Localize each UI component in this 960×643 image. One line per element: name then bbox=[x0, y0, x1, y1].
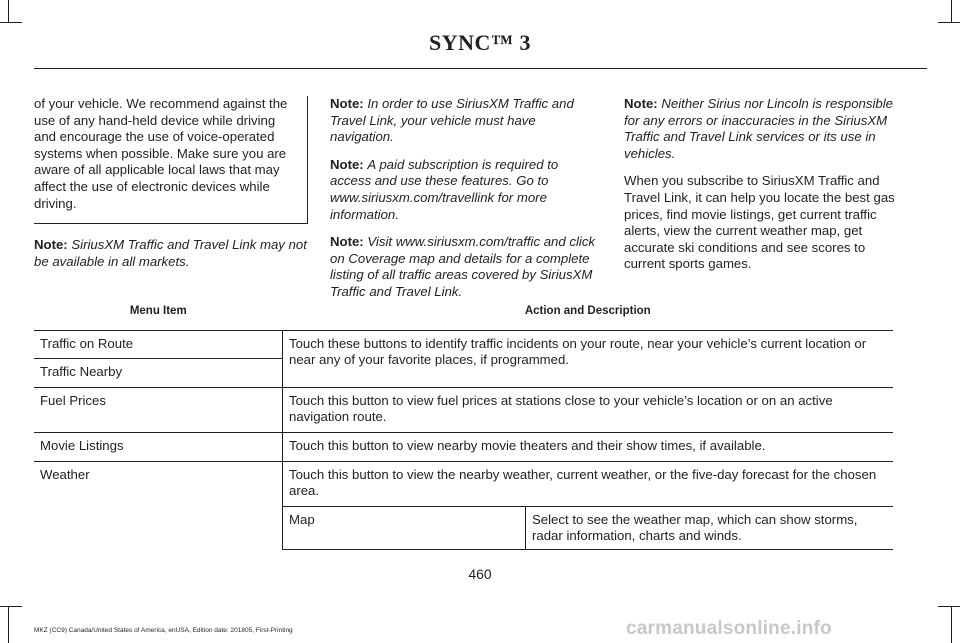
table bbox=[34, 298, 893, 550]
note-text: Neither Sirius nor Lincoln is responsible for any errors or inaccuracies in the SiriusXM Traffic and Travel Link services or its use in vehicles. bbox=[624, 96, 893, 161]
crop-mark bbox=[938, 22, 960, 23]
note-label: Note: bbox=[330, 96, 364, 111]
note-text: Visit www.siriusxm.com/traffic and click on Coverage map and details for a complete listing of all traffic areas covered by SiriusXM Traffic and Travel Link. bbox=[330, 234, 596, 299]
menu-item-cell: Traffic Nearby bbox=[34, 359, 283, 388]
page-title: SYNC™ 3 bbox=[429, 30, 531, 55]
column-header-menu-item: Menu Item bbox=[34, 298, 283, 330]
sub-table bbox=[283, 506, 893, 549]
crop-mark bbox=[0, 606, 22, 607]
header-rule bbox=[34, 68, 927, 69]
column-1 bbox=[34, 96, 308, 281]
table-row bbox=[283, 506, 893, 549]
crop-mark bbox=[938, 606, 960, 607]
note-label: Note: bbox=[34, 237, 68, 253]
note-label: Note: bbox=[330, 156, 364, 172]
note-text: A paid subscription is required to access and use these features. Go to www.siriusxm.com/travellink for more information. bbox=[330, 156, 559, 222]
table-row bbox=[34, 387, 893, 432]
crop-mark bbox=[8, 0, 9, 22]
note-label: Note: bbox=[624, 96, 658, 111]
footer-edition-info: MKZ (CC9) Canada/United States of America, enUSA, Edition date: 201805, First-Printing bbox=[34, 627, 293, 634]
warning-box bbox=[34, 96, 308, 224]
crop-mark bbox=[951, 606, 952, 643]
menu-item-cell: Fuel Prices bbox=[34, 387, 283, 432]
table-row bbox=[34, 461, 893, 549]
body-paragraph: When you subscribe to SiriusXM Traffic and Travel Link, it can help you locate the best gas prices, find movie listings, get current traffic alerts, view the current weather map, get accurate ski conditions and see scores to current sports games. bbox=[624, 173, 895, 272]
description-cell bbox=[283, 461, 894, 549]
description-cell: Touch these buttons to identify traffic incidents on your route, near your vehicle’s current location or near any of your favorite places, if programmed. bbox=[283, 330, 894, 387]
warning-text: of your vehicle. We recommend against the use of any hand-held device while driving and encourage the use of voice-operated systems when possible. Make sure you are aware of all applicable local laws that may affect the use of electronic devices while driving. bbox=[34, 96, 288, 211]
menu-item-cell: Weather bbox=[34, 461, 283, 549]
note-text: In order to use SiriusXM Traffic and Travel Link, your vehicle must have navigation. bbox=[330, 96, 574, 145]
description-cell: Touch this button to view nearby movie theaters and their show times, if available. bbox=[283, 432, 894, 461]
note bbox=[330, 157, 601, 223]
menu-table bbox=[34, 298, 893, 550]
note bbox=[330, 234, 601, 300]
table-header-row bbox=[34, 298, 893, 330]
table-row bbox=[34, 432, 893, 461]
note-label: Note: bbox=[330, 234, 364, 250]
page-number: 460 bbox=[468, 566, 492, 582]
note bbox=[330, 96, 601, 146]
note bbox=[624, 96, 896, 162]
column-header-action: Action and Description bbox=[283, 298, 894, 330]
note-text: SiriusXM Traffic and Travel Link may not be available in all markets. bbox=[34, 237, 307, 269]
crop-mark bbox=[951, 0, 952, 22]
menu-item-cell: Traffic on Route bbox=[34, 330, 283, 359]
note bbox=[34, 237, 308, 270]
crop-mark bbox=[8, 606, 9, 643]
description-text: Touch this button to view the nearby weather, current weather, or the five-day forecast for the chosen area. bbox=[289, 466, 877, 499]
table-row bbox=[34, 330, 893, 359]
sub-item-cell: Map bbox=[283, 506, 526, 549]
crop-mark bbox=[0, 22, 22, 23]
sub-description-cell: Select to see the weather map, which can show storms, radar information, charts and winds. bbox=[526, 506, 894, 549]
watermark: carmanualsonline.info bbox=[626, 618, 832, 639]
description-cell: Touch this button to view fuel prices at stations close to your vehicle’s location or on an active navigation route. bbox=[283, 387, 894, 432]
menu-item-cell: Movie Listings bbox=[34, 432, 283, 461]
column-2 bbox=[330, 96, 601, 312]
column-3 bbox=[624, 96, 896, 284]
